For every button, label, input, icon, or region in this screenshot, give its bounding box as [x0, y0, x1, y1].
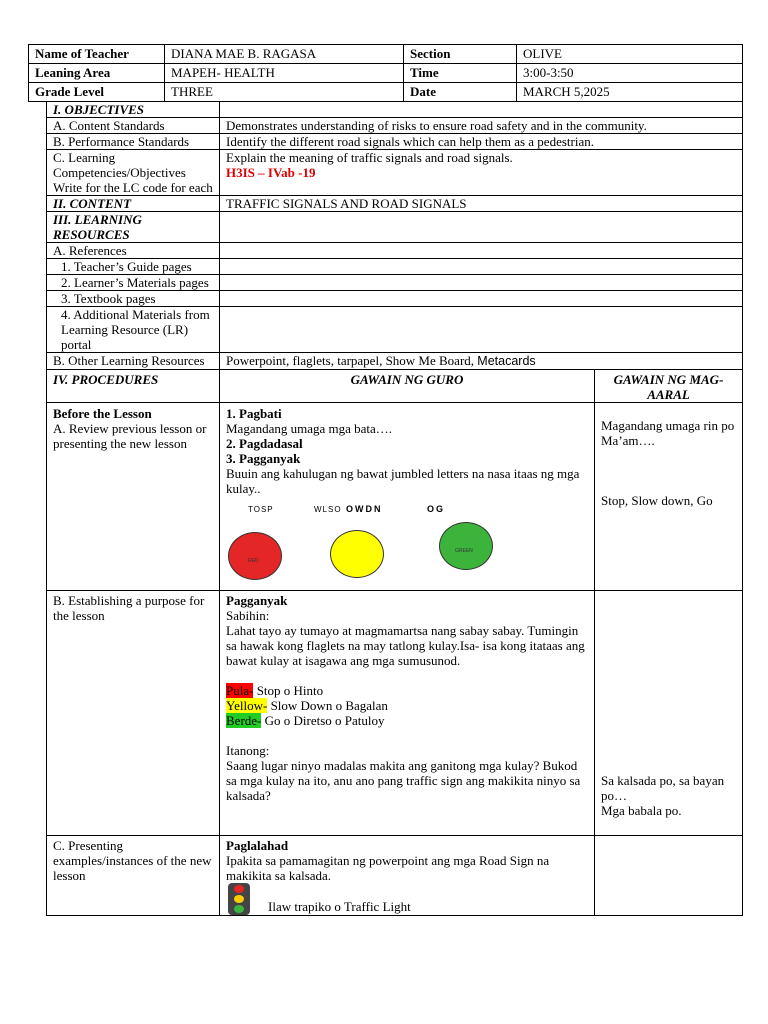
other-resources-metacards: Metacards: [477, 354, 536, 368]
section-a-label: A. Review previous lesson or presenting the new lesson: [53, 421, 207, 451]
red-line: [226, 683, 588, 698]
jumbled-word-4: OG: [427, 504, 446, 514]
lc-code: H3IS – IVab -19: [226, 165, 316, 180]
area-value: MAPEH- HEALTH: [165, 64, 404, 83]
student-answer-stop: Stop, Slow down, Go: [601, 493, 713, 508]
green-line: [226, 713, 588, 728]
pagbati-heading: 1. Pagbati: [226, 406, 282, 421]
teacher-column-heading: GAWAIN NG GURO: [220, 370, 595, 403]
green-circle-label: GREEN: [455, 548, 473, 554]
time-value: 3:00-3:50: [517, 64, 743, 83]
yellow-meaning: Slow Down o Bagalan: [267, 698, 388, 713]
pagganyak-heading: 3. Pagganyak: [226, 451, 301, 466]
jumbled-word-2: WLSO: [314, 505, 342, 514]
pagganyak-text: Buuin ang kahulugan ng bawat jumbled letters na nasa itaas ng mga kulay..: [226, 466, 580, 496]
performance-standards-value: Identify the different road signals which can help them as a pedestrian.: [220, 134, 743, 150]
area-label: Leaning Area: [29, 64, 165, 83]
objectives-heading: I. OBJECTIVES: [47, 102, 220, 118]
traffic-light-label: Ilaw trapiko o Traffic Light: [268, 899, 411, 914]
grade-label: Grade Level: [29, 83, 165, 102]
paglalahad-heading: Paglalahad: [226, 838, 289, 853]
section-label: Section: [404, 45, 517, 64]
sabihin-text: Sabihin:: [226, 608, 270, 623]
student-answer-place: Sa kalsada po, sa bayan po…: [601, 773, 725, 803]
paglalahad-text: Ipakita sa pamamagitan ng powerpoint ang mga Road Sign na makikita sa kalsada.: [226, 853, 550, 883]
yellow-circle: [330, 530, 384, 578]
teacher-label: Name of Teacher: [29, 45, 165, 64]
section-a-teacher-cell: [220, 403, 595, 591]
green-word: Berde-: [226, 713, 262, 728]
yellow-word: Yellow-: [226, 698, 268, 713]
teachers-guide-label: 1. Teacher’s Guide pages: [47, 259, 220, 275]
content-heading: II. CONTENT: [47, 196, 220, 212]
other-resources-label: B. Other Learning Resources: [47, 353, 220, 370]
section-value: OLIVE: [517, 45, 743, 64]
header-table: [28, 44, 743, 102]
question-text: Saang lugar ninyo madalas makita ang ganitong mga kulay? Bukod sa mga kulay na ito, anu ano pang traffic sign ang makikita ninyo sa kalsada?: [226, 758, 581, 803]
section-b-teacher-cell: [220, 591, 595, 836]
traffic-light-row: [226, 883, 588, 915]
time-label: Time: [404, 64, 517, 83]
other-resources-value: Powerpoint, flaglets, tarpapel, Show Me Board,: [226, 353, 478, 368]
textbook-label: 3. Textbook pages: [47, 291, 220, 307]
competencies-value: Explain the meaning of traffic signals and road signals.: [226, 150, 513, 165]
instruction-text: Lahat tayo ay tumayo at magmamartsa nang sabay sabay. Tumingin sa hawak kong flaglets na may tatlong kulay.Isa- isa kong itataas ang bawat kulay at isagawa ang mga sumusunod.: [226, 623, 585, 668]
content-standards-label: A. Content Standards: [47, 118, 220, 134]
references-label: A. References: [47, 243, 220, 259]
other-resources-cell: [220, 353, 743, 370]
procedures-heading: IV. PROCEDURES: [47, 370, 220, 403]
competencies-cell: [220, 150, 743, 196]
red-word: Pula-: [226, 683, 254, 698]
section-a-student-cell: [595, 403, 743, 591]
student-column-heading: GAWAIN NG MAG-AARAL: [595, 370, 743, 403]
teacher-value: DIANA MAE B. RAGASA: [165, 45, 404, 64]
itanong-text: Itanong:: [226, 743, 270, 758]
competencies-label: C. Learning Competencies/Objectives Write for the LC code for each: [47, 150, 220, 196]
section-b-label: B. Establishing a purpose for the lesson: [47, 591, 220, 836]
date-label: Date: [404, 83, 517, 102]
before-lesson-label: Before the Lesson: [53, 406, 152, 421]
content-standards-value: Demonstrates understanding of risks to ensure road safety and in the community.: [220, 118, 743, 134]
section-b-student-cell: [595, 591, 743, 836]
jumbled-word-1: TOSP: [248, 505, 274, 514]
performance-standards-label: B. Performance Standards: [47, 134, 220, 150]
grade-value: THREE: [165, 83, 404, 102]
pagbati-text: Magandang umaga mga bata….: [226, 421, 393, 436]
traffic-light-icon: [228, 883, 250, 915]
student-answer-signs: Mga babala po.: [601, 803, 682, 818]
red-circle-label: RED: [248, 558, 259, 564]
additional-materials-label: 4. Additional Materials from Learning Resource (LR) portal: [47, 307, 220, 353]
yellow-line: [226, 698, 588, 713]
red-meaning: Stop o Hinto: [253, 683, 324, 698]
jumbled-word-3: OWDN: [346, 504, 383, 514]
learners-materials-label: 2. Learner’s Materials pages: [47, 275, 220, 291]
section-c-label: C. Presenting examples/instances of the new lesson: [47, 836, 220, 916]
student-greeting: Magandang umaga rin po Ma’am….: [601, 418, 735, 448]
date-value: MARCH 5,2025: [517, 83, 743, 102]
section-a-label-cell: [47, 403, 220, 591]
jumbled-letters-image: [226, 500, 588, 582]
resources-heading: III. LEARNING RESOURCES: [47, 212, 220, 243]
section-c-teacher-cell: [220, 836, 595, 916]
pagdadasal-heading: 2. Pagdadasal: [226, 436, 303, 451]
content-value: TRAFFIC SIGNALS AND ROAD SIGNALS: [220, 196, 743, 212]
pagganyak-b-heading: Pagganyak: [226, 593, 288, 608]
lesson-plan-table: [46, 101, 743, 916]
green-meaning: Go o Diretso o Patuloy: [261, 713, 385, 728]
